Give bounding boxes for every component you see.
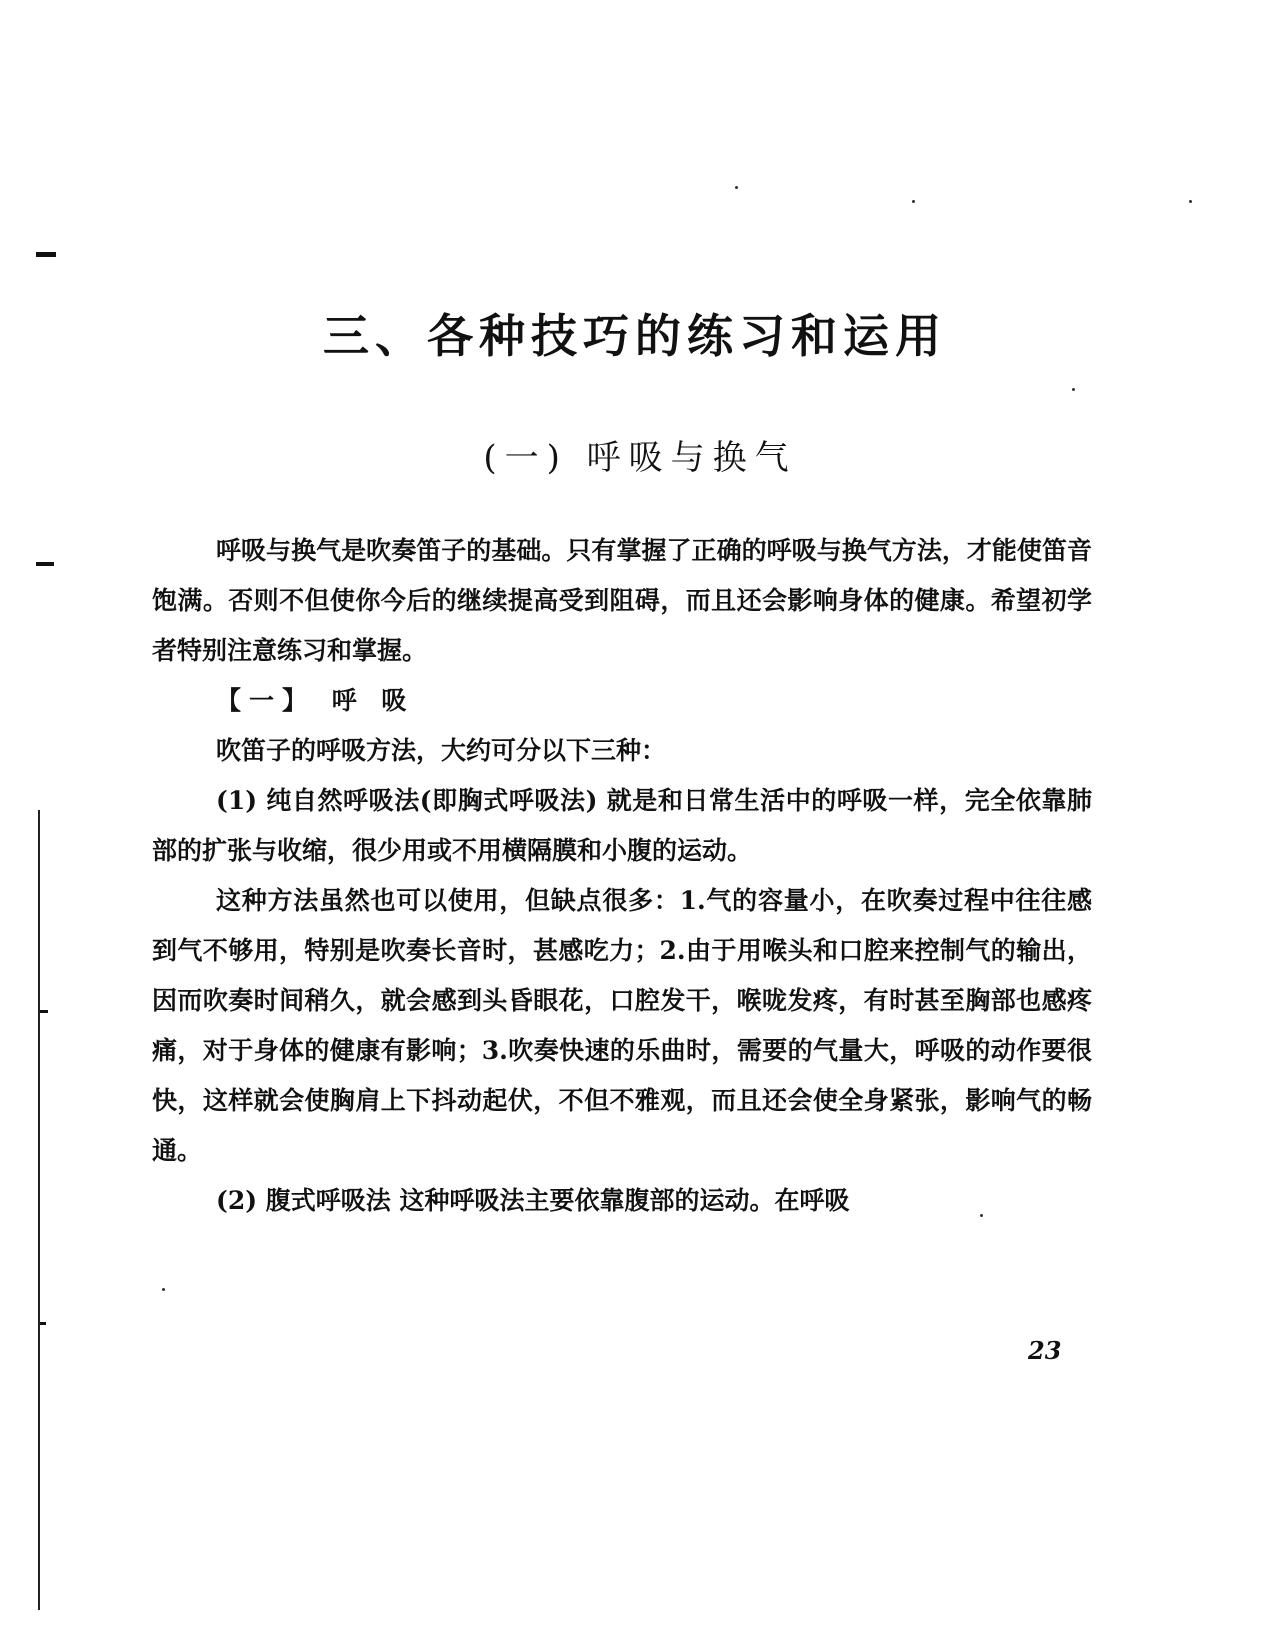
binding-edge-line	[38, 810, 40, 1610]
scan-mark	[36, 252, 56, 257]
page-number: 23	[1028, 1336, 1062, 1365]
paragraph-intro: 呼吸与换气是吹奏笛子的基础。只有掌握了正确的呼吸与换气方法，才能使笛音饱满。否则不但使你今后的继续提高受到阻碍，而且还会影响身体的健康。希望初学者特别注意练习和掌握。	[152, 536, 1092, 665]
body-text	[152, 526, 1092, 1226]
scan-speck	[912, 200, 915, 203]
scan-speck	[735, 186, 738, 189]
chapter-title: 三、各种技巧的练习和运用	[323, 309, 947, 363]
scan-speck	[1072, 388, 1075, 391]
scan-mark	[36, 562, 54, 566]
paragraph-method-1-drawbacks: 这种方法虽然也可以使用，但缺点很多：1.气的容量小，在吹奏过程中往往感到气不够用，特别是吹奏长音时，甚感吃力；2.由于用喉头和口腔来控制气的输出，因而吹奏时间稍久，就会感到头昏眼花，口腔发干，喉咙发疼，有时甚至胸部也感疼痛，对于身体的健康有影响；3.吹奏快速的乐曲时，需要的气量大，呼吸的动作要很快，这样就会使胸肩上下抖动起伏，不但不雅观，而且还会使全身紧张，影响气的畅通。	[152, 886, 1092, 1165]
paragraph-method-1: (1) 纯自然呼吸法(即胸式呼吸法) 就是和日常生活中的呼吸一样，完全依靠肺部的扩张与收缩，很少用或不用横隔膜和小腹的运动。	[152, 786, 1092, 865]
paragraph-methods-intro: 吹笛子的呼吸方法，大约可分以下三种：	[216, 736, 667, 765]
scan-speck	[162, 1288, 165, 1291]
subheading-breathing: 【一】 呼 吸	[216, 686, 415, 715]
section-title: (一) 呼吸与换气	[483, 438, 797, 478]
paragraph-method-2: (2) 腹式呼吸法 这种呼吸法主要依靠腹部的运动。在呼吸	[216, 1186, 850, 1215]
scan-speck	[1189, 200, 1192, 203]
